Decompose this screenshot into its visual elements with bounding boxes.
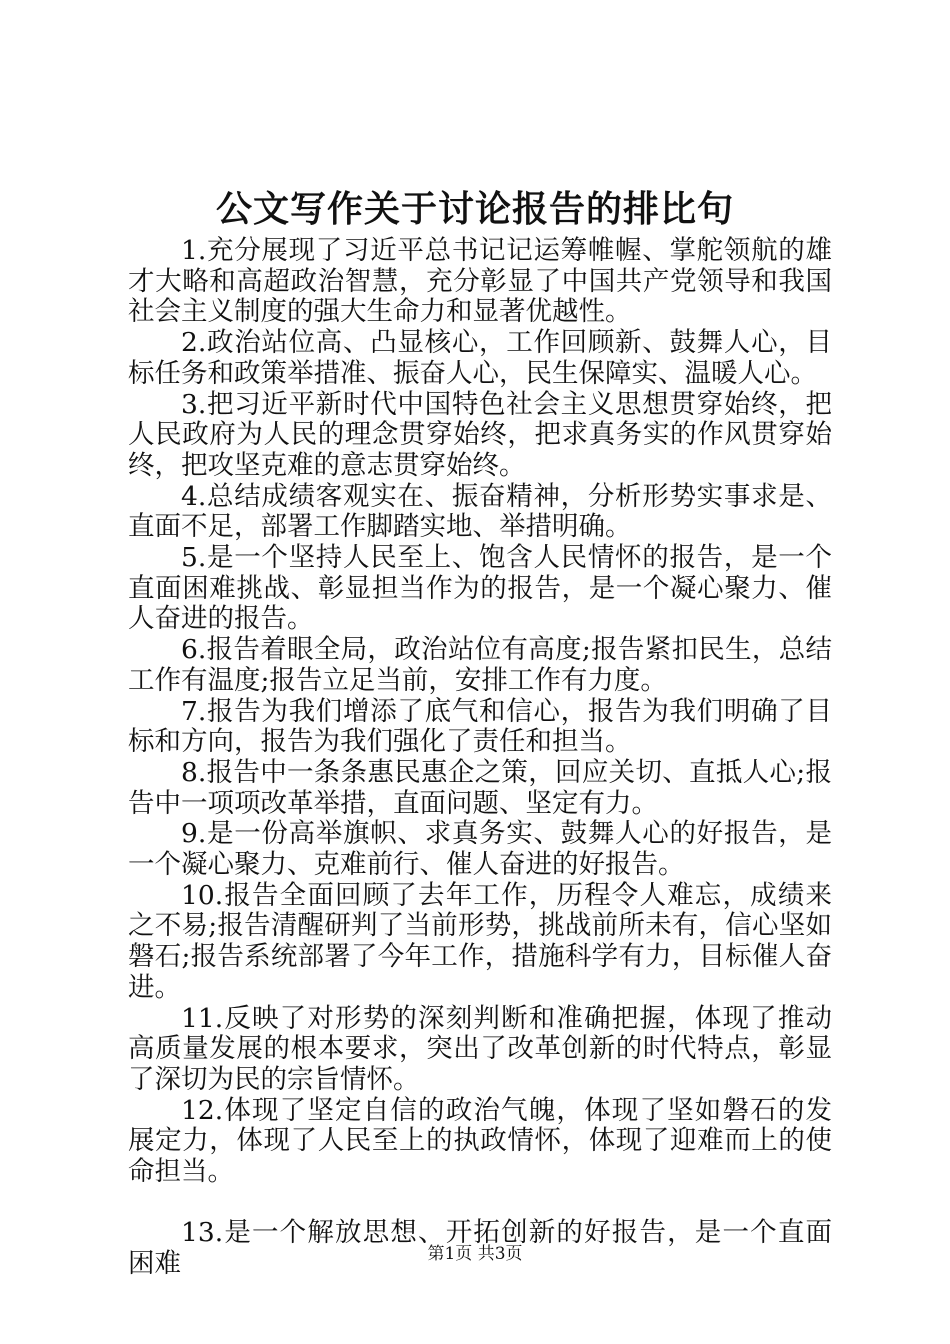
paragraph-6: 6.报告着眼全局，政治站位有高度;报告紧扣民生，总结工作有温度;报告立足当前，安排工作有力度。 — [128, 634, 832, 696]
paragraph-1: 1.充分展现了习近平总书记记运筹帷幄、掌舵领航的雄才大略和高超政治智慧，充分彰显了中国共产党领导和我国社会主义制度的强大生命力和显著优越性。 — [128, 235, 832, 328]
paragraph-4: 4.总结成绩客观实在、振奋精神，分析形势实事求是、直面不足，部署工作脚踏实地、举措明确。 — [128, 480, 832, 543]
paragraph-8: 8.报告中一条条惠民惠企之策，回应关切、直抵人心;报告中一项项改革举措，直面问题、坚定有力。 — [128, 756, 832, 819]
page-title: 公文写作关于讨论报告的排比句 — [215, 188, 734, 230]
paragraph-12: 12.体现了坚定自信的政治气魄，体现了坚如磐石的发展定力，体现了人民至上的执政情怀，体现了迎难而上的使命担当。 — [128, 1094, 832, 1188]
paragraph-5: 5.是一个坚持人民至上、饱含人民情怀的报告，是一个直面困难挑战、彰显担当作为的报告，是一个凝心聚力、催人奋进的报告。 — [128, 542, 832, 635]
paragraph-3: 3.把习近平新时代中国特色社会主义思想贯穿始终，把人民政府为人民的理念贯穿始终，把求真务实的作风贯穿始终，把攻坚克难的意志贯穿始终。 — [128, 388, 832, 481]
paragraph-13: 13.是一个解放思想、开拓创新的好报告，是一个直面困难 — [128, 1216, 832, 1279]
paragraph-11: 11.反映了对形势的深刻判断和准确把握，体现了推动高质量发展的根本要求，突出了改革创新的时代特点，彰显了深切为民的宗旨情怀。 — [128, 1002, 832, 1095]
paragraph-2: 2.政治站位高、凸显核心，工作回顾新、鼓舞人心，目标任务和政策举措准、振奋人心，民生保障实、温暖人心。 — [128, 327, 832, 389]
page-number: 第1页 共3页 — [427, 1244, 523, 1264]
paragraph-7: 7.报告为我们增添了底气和信心，报告为我们明确了目标和方向，报告为我们强化了责任和担当。 — [128, 695, 832, 758]
paragraph-10: 10.报告全面回顾了去年工作，历程令人难忘，成绩来之不易;报告清醒研判了当前形势，挑战前所未有，信心坚如磐石;报告系统部署了今年工作，措施科学有力，目标催人奋进。 — [128, 879, 832, 1003]
paragraph-9: 9.是一份高举旗帜、求真务实、鼓舞人心的好报告，是一个凝心聚力、克难前行、催人奋进的好报告。 — [128, 818, 832, 881]
document-body — [128, 236, 832, 1279]
